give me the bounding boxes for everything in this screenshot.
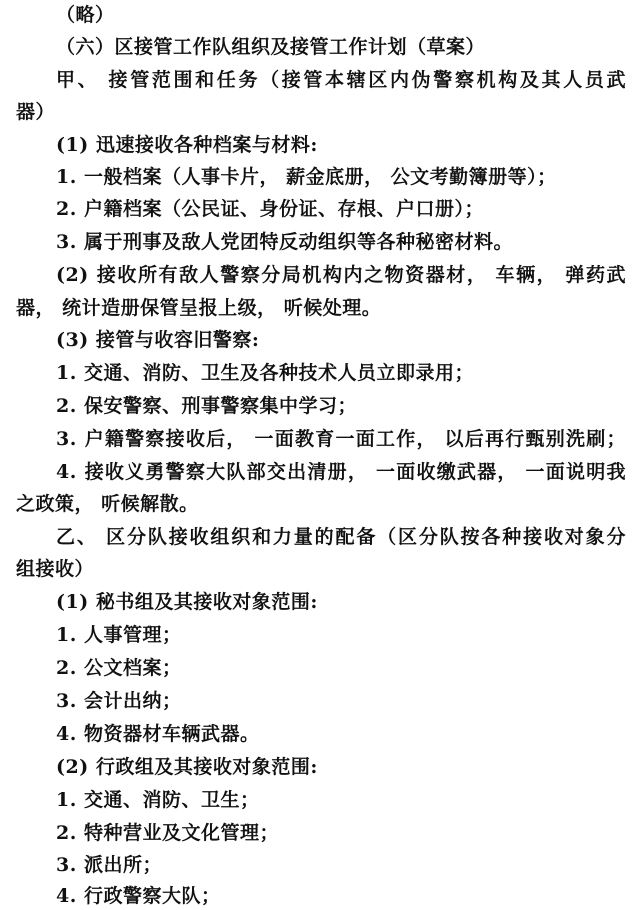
text-line-item-1-3: 3. 属于刑事及敌人党团特反动组织等各种秘密材料。: [56, 231, 513, 253]
text-line-b-item-1-1: 1. 人事管理；: [56, 624, 182, 646]
text-line-b-item-1-3: 3. 会计出纳；: [56, 690, 182, 712]
text-line-item-3-2: 2. 保安警察、刑事警察集中学习；: [56, 395, 357, 417]
text-line-b-item-1: (1) 秘书组及其接收对象范围:: [56, 591, 318, 613]
text-line-item-2: (2) 接收所有敌人警察分局机构内之物资器材， 车辆， 弹药武: [56, 264, 626, 286]
text-line-b-item-2-1: 1. 交通、消防、卫生；: [56, 789, 260, 811]
text-line-b-item-2: (2) 行政组及其接收对象范围:: [56, 756, 318, 778]
text-line-omitted: （略）: [56, 4, 115, 26]
text-line-item-3-4: 4. 接收义勇警察大队部交出清册， 一面收缴武器， 一面说明我: [56, 461, 626, 483]
text-line-b-item-1-4: 4. 物资器材车辆武器。: [56, 723, 260, 745]
text-line-b-item-1-2: 2. 公文档案；: [56, 657, 182, 679]
text-line-item-3-4-cont: 之政策， 听候解散。: [16, 493, 199, 515]
text-line-item-3-3: 3. 户籍警察接收后， 一面教育一面工作， 以后再行甄别洗刷；: [56, 428, 626, 450]
text-line-item-3-1: 1. 交通、消防、卫生及各种技术人员立即录用；: [56, 362, 474, 384]
text-line-item-1-2: 2. 户籍档案（公民证、身份证、存根、户口册）；: [56, 198, 484, 220]
text-line-item-1: (1) 迅速接收各种档案与材料:: [56, 134, 318, 156]
text-line-item-1-1: 1. 一般档案（人事卡片， 薪金底册， 公文考勤簿册等）；: [56, 166, 557, 188]
text-line-b-item-2-4: 4. 行政警察大队；: [56, 885, 221, 907]
text-line-part-b-heading-cont: 组接收）: [16, 558, 95, 580]
text-line-b-item-2-2: 2. 特种营业及文化管理；: [56, 822, 279, 844]
text-line-part-b-heading: 乙、 区分队接收组织和力量的配备（区分队按各种接收对象分: [56, 526, 626, 548]
text-line-section-six-heading: （六）区接管工作队组织及接管工作计划（草案）: [56, 36, 486, 58]
text-line-item-2-cont: 器， 统计造册保管呈报上级， 听候处理。: [16, 297, 382, 319]
text-line-part-a-heading: 甲、 接管范围和任务（接管本辖区内伪警察机构及其人员武: [56, 69, 626, 91]
text-line-item-3: (3) 接管与收容旧警察:: [56, 329, 260, 351]
text-line-b-item-2-3: 3. 派出所；: [56, 854, 162, 876]
text-line-part-a-heading-cont: 器）: [16, 101, 56, 123]
